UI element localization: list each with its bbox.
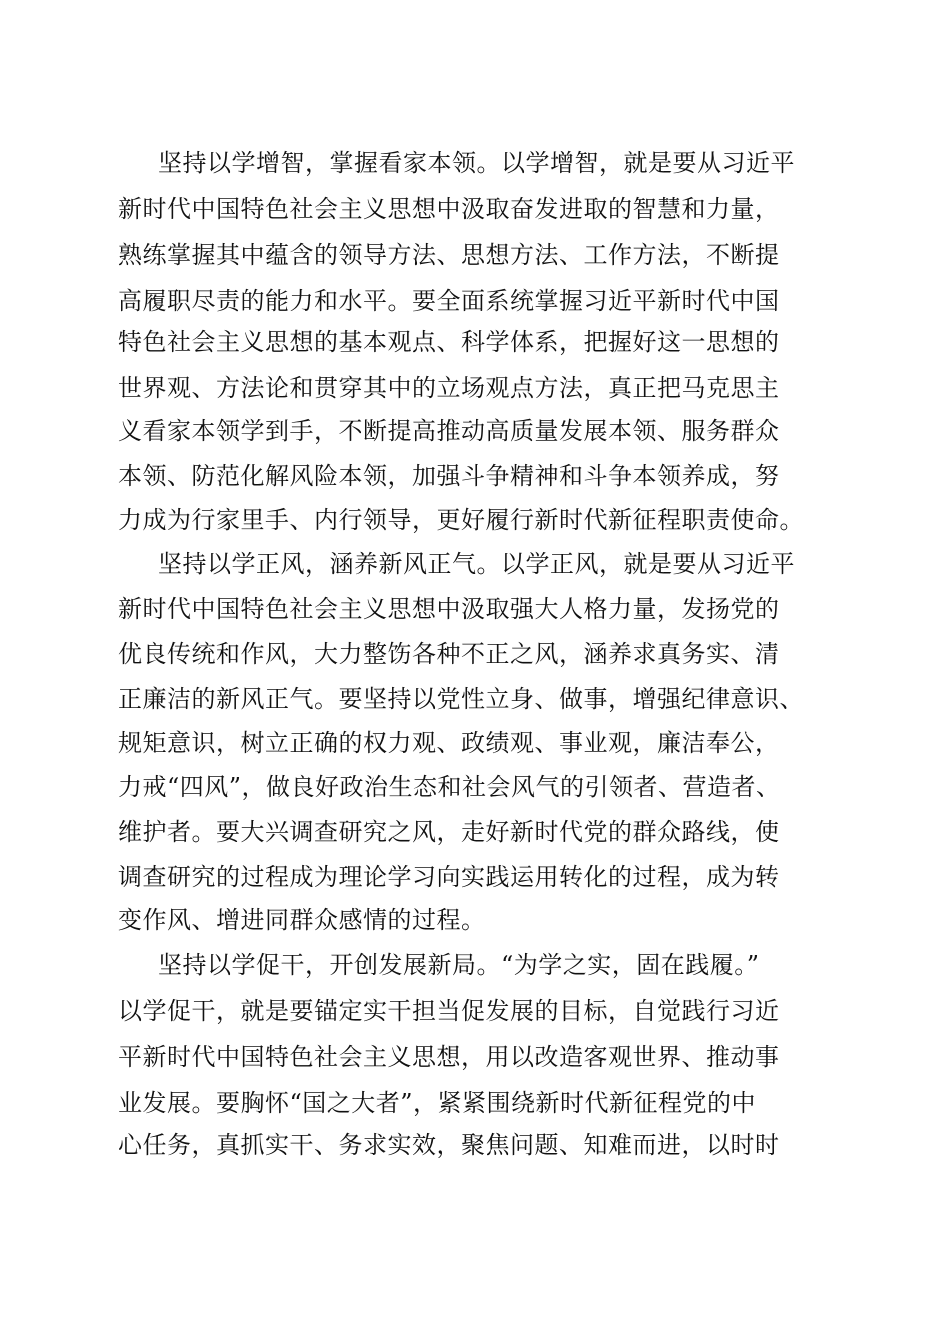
paragraph-line: 维护者。要大兴调查研究之风，走好新时代党的群众路线，使: [118, 818, 780, 846]
paragraph-line: 正廉洁的新风正气。要坚持以党性立身、做事，增强纪律意识、: [118, 685, 804, 713]
paragraph-line: 熟练掌握其中蕴含的领导方法、思想方法、工作方法，不断提: [118, 241, 780, 269]
paragraph-line: 规矩意识，树立正确的权力观、政绩观、事业观，廉洁奉公，: [118, 729, 780, 757]
paragraph-line: 本领、防范化解风险本领，加强斗争精神和斗争本领养成，努: [118, 462, 780, 490]
paragraph-line: 以学促干，就是要锚定实干担当促发展的目标，自觉践行习近: [118, 997, 780, 1025]
paragraph-line: 平新时代中国特色社会主义思想，用以改造客观世界、推动事: [118, 1043, 780, 1071]
paragraph-line: 业发展。要胸怀“国之大者”，紧紧围绕新时代新征程党的中: [118, 1089, 757, 1117]
paragraph-line: 世界观、方法论和贯穿其中的立场观点方法，真正把马克思主: [118, 374, 780, 402]
paragraph-line: 新时代中国特色社会主义思想中汲取强大人格力量，发扬党的: [118, 595, 780, 623]
paragraph-line: 高履职尽责的能力和水平。要全面系统掌握习近平新时代中国: [118, 287, 780, 315]
paragraph-line: 心任务，真抓实干、务求实效，聚焦问题、知难而进，以时时: [118, 1131, 780, 1159]
paragraph-line: 坚持以学促干，开创发展新局。“为学之实，固在践履。”: [158, 951, 760, 979]
paragraph-line: 特色社会主义思想的基本观点、科学体系，把握好这一思想的: [118, 328, 780, 356]
paragraph-line: 优良传统和作风，大力整饬各种不正之风，涵养求真务实、清: [118, 640, 780, 668]
paragraph-line: 调查研究的过程成为理论学习向实践运用转化的过程，成为转: [118, 863, 780, 891]
paragraph-line: 坚持以学增智，掌握看家本领。以学增智，就是要从习近平: [158, 149, 795, 177]
paragraph-line: 力成为行家里手、内行领导，更好履行新时代新征程职责使命。: [118, 506, 804, 534]
paragraph-line: 义看家本领学到手，不断提高推动高质量发展本领、服务群众: [118, 417, 780, 445]
paragraph-line: 力戒“四风”，做良好政治生态和社会风气的引领者、营造者、: [118, 773, 781, 801]
paragraph-line: 新时代中国特色社会主义思想中汲取奋发进取的智慧和力量，: [118, 195, 780, 223]
paragraph-line: 坚持以学正风，涵养新风正气。以学正风，就是要从习近平: [158, 550, 795, 578]
paragraph-line: 变作风、增进同群众感情的过程。: [118, 906, 486, 934]
